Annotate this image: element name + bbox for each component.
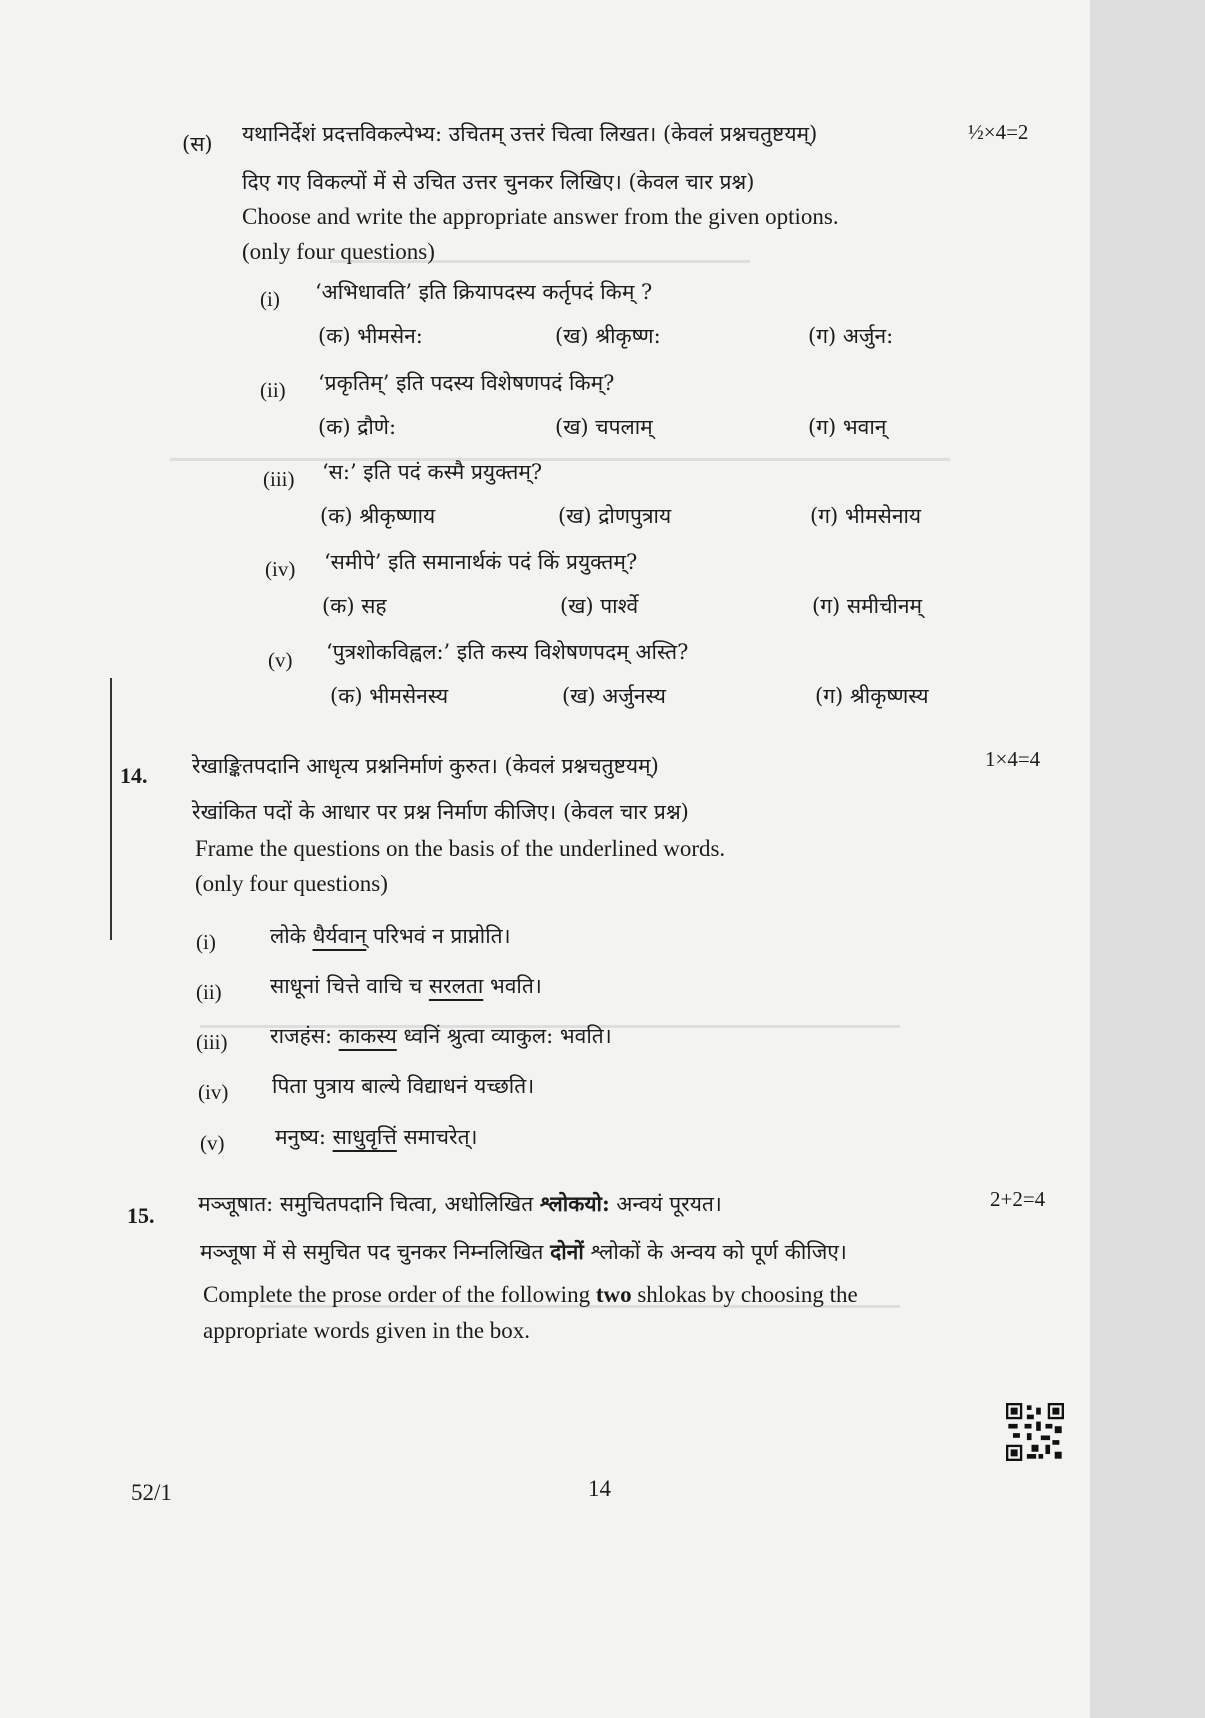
qs-item-question: ‘पुत्रशोकविह्वल:’ इति कस्य विशेषणपदम् अस्ति?	[326, 640, 689, 664]
qs-option: (ख) श्रीकृष्ण:	[555, 324, 661, 348]
qr-code-icon	[1006, 1403, 1064, 1461]
q14-item-number: (iv)	[198, 1080, 229, 1104]
qs-instruction-english: Choose and write the appropriate answer from the given options.	[242, 204, 839, 229]
qs-option: (ख) अर्जुनस्य	[562, 684, 666, 708]
qs-option: (ग) भीमसेनाय	[810, 504, 922, 528]
underlined-word: धैर्यवान्	[312, 924, 367, 948]
q14-item-sentence: राजहंस: काकस्य ध्वनिं श्रुत्वा व्याकुल: भवति।	[270, 1024, 612, 1048]
qs-item-number: (iii)	[263, 467, 295, 491]
qs-item-question: ‘समीपे’ इति समानार्थकं पदं किं प्रयुक्तम्?	[324, 550, 638, 574]
qs-item-question: ‘स:’ इति पदं कस्मै प्रयुक्तम्?	[322, 460, 543, 484]
qs-option: (ग) भवान्	[808, 415, 887, 439]
q15-instruction-english: Complete the prose order of the following two shlokas by choosing the	[203, 1282, 858, 1307]
qs-option: (ख) द्रोणपुत्राय	[558, 504, 672, 528]
qs-option: (क) भीमसेन:	[318, 324, 423, 348]
q14-number: 14.	[120, 763, 148, 788]
qs-option: (क) सह	[322, 594, 387, 618]
qs-option: (ख) चपलाम्	[555, 415, 653, 439]
qs-option: (क) भीमसेनस्य	[330, 684, 449, 708]
q14-item-number: (iii)	[196, 1030, 228, 1054]
margin-line	[110, 678, 112, 940]
page-number: 14	[588, 1476, 611, 1501]
q15-number: 15.	[127, 1203, 155, 1228]
q14-item-sentence: लोके धैर्यवान् परिभवं न प्राप्नोति।	[270, 924, 511, 948]
q14-item-number: (i)	[196, 930, 216, 954]
qs-item-number: (iv)	[265, 557, 296, 581]
q15-instruction-english-2: appropriate words given in the box.	[203, 1318, 531, 1343]
qs-item-question: ‘अभिधावति’ इति क्रियापदस्य कर्तृपदं किम् ?	[315, 280, 653, 304]
qs-option: (क) द्रौणे:	[318, 415, 397, 439]
q14-instruction-hindi: रेखांकित पदों के आधार पर प्रश्न निर्माण कीजिए। (केवल चार प्रश्न)	[192, 800, 689, 824]
q14-item-number: (v)	[200, 1131, 225, 1155]
qs-option: (क) श्रीकृष्णाय	[320, 504, 436, 528]
qs-option: (ग) श्रीकृष्णस्य	[815, 684, 929, 708]
q14-item-sentence: मनुष्य: साधुवृत्तिं समाचरेत्।	[275, 1125, 478, 1149]
qs-instruction-english-2: (only four questions)	[242, 239, 435, 264]
underlined-word: सरलता	[428, 974, 484, 998]
qs-instruction-sanskrit: यथानिर्देशं प्रदत्तविकल्पेभ्य: उचितम् उत्तरं चित्वा लिखत। (केवलं प्रश्नचतुष्टयम्)	[242, 122, 818, 146]
background-strip	[1090, 0, 1205, 1718]
qs-marks: ½×4=2	[968, 120, 1029, 144]
qs-item-number: (v)	[268, 648, 293, 672]
q14-item-number: (ii)	[196, 980, 222, 1004]
q14-marks: 1×4=4	[985, 747, 1041, 771]
q14-item-sentence: साधूनां चित्ते वाचि च सरलता भवति।	[270, 974, 542, 998]
q15-instruction-hindi: मञ्जूषा में से समुचित पद चुनकर निम्नलिखित दोनों श्लोकों के अन्वय को पूर्ण कीजिए।	[200, 1239, 847, 1264]
qs-option: (ग) अर्जुन:	[808, 324, 894, 348]
q14-instruction-english-2: (only four questions)	[195, 871, 388, 896]
paper-code: 52/1	[131, 1480, 172, 1505]
q14-instruction-sanskrit: रेखाङ्कितपदानि आधृत्य प्रश्ननिर्माणं कुरुत। (केवलं प्रश्नचतुष्टयम्)	[192, 754, 659, 778]
qs-option: (ख) पार्श्वे	[560, 594, 639, 618]
underlined-word: साधुवृत्तिं	[332, 1125, 397, 1149]
qs-item-number: (ii)	[260, 378, 286, 402]
q14-instruction-english: Frame the questions on the basis of the underlined words.	[195, 836, 726, 861]
underlined-word: काकस्य	[338, 1024, 397, 1048]
qs-option: (ग) समीचीनम्	[812, 594, 923, 618]
qs-item-question: ‘प्रकृतिम्’ इति पदस्य विशेषणपदं किम्?	[318, 371, 615, 395]
qs-instruction-hindi: दिए गए विकल्पों में से उचित उत्तर चुनकर लिखिए। (केवल चार प्रश्न)	[242, 170, 755, 194]
plain-word: पुत्राय	[313, 1074, 355, 1098]
qs-label: (स)	[182, 132, 213, 156]
q15-instruction-sanskrit: मञ्जूषात: समुचितपदानि चित्वा, अधोलिखित श्लोकयो: अन्वयं पूरयत।	[198, 1191, 722, 1216]
qs-item-number: (i)	[260, 287, 280, 311]
q15-marks: 2+2=4	[990, 1187, 1046, 1211]
q14-item-sentence: पिता पुत्राय बाल्ये विद्याधनं यच्छति।	[272, 1074, 535, 1098]
